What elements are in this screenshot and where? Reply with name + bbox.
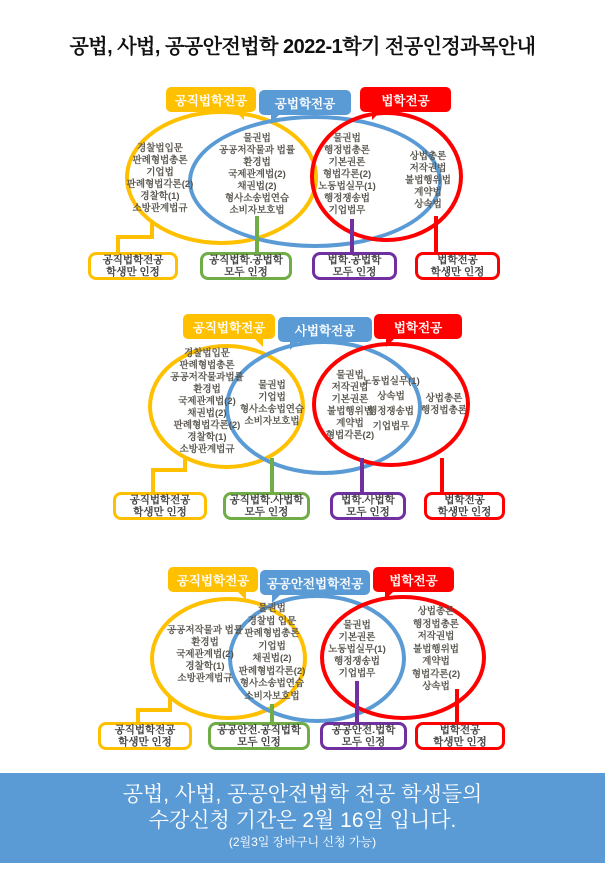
course-item: 환경법 — [191, 637, 219, 648]
course-item: 형법각론(2) — [325, 430, 375, 441]
course-item: 공공저작물과법률 — [170, 372, 244, 383]
course-item: 상속법 — [377, 391, 405, 402]
venn-section-public-law — [0, 85, 605, 285]
course-item: 소방관계법규 — [179, 444, 235, 455]
course-item: 형사소송법연습 — [224, 193, 290, 204]
course-item: 기본권론 — [338, 632, 376, 643]
result-box-left-overlap — [200, 252, 292, 280]
course-item: 소방관계법규 — [177, 673, 233, 684]
result-box-line1: 공직법학전공 — [102, 254, 164, 266]
badge-label: 공공안전법학전공 — [266, 576, 364, 591]
course-item: 행정법총론 — [413, 618, 459, 630]
course-item: 물권법 — [258, 380, 286, 391]
result-box-right-only — [424, 492, 505, 520]
result-box-line2: 모두 인정 — [346, 506, 390, 518]
course-item: 상속법 — [422, 681, 450, 692]
course-group-left-only — [170, 348, 243, 456]
course-item: 물권법 — [343, 620, 371, 631]
course-item: 행정쟁송법 — [368, 406, 414, 417]
course-item: 계약법 — [336, 418, 364, 429]
result-box-right-only — [415, 252, 500, 280]
result-box-left-only — [113, 492, 207, 520]
course-item: 소방관계법규 — [132, 203, 188, 214]
result-box-line1: 공직법학전공 — [129, 494, 191, 506]
course-item: 저작권법 — [409, 163, 447, 174]
course-group-left-only — [167, 625, 243, 685]
badge-tail — [237, 591, 246, 600]
course-item: 경찰학(1) — [187, 432, 227, 443]
course-item: 형사소송법연습 — [239, 678, 305, 689]
course-item: 판례형법총론 — [244, 628, 300, 639]
course-item: 불법행위법 — [327, 406, 373, 417]
course-group-left-overlap — [240, 380, 304, 428]
course-item: 기업법 — [146, 167, 174, 178]
course-item: 경찰학(1) — [140, 191, 180, 202]
course-item: 국제관계법(2) — [228, 169, 286, 180]
course-item: 행정법총론 — [324, 145, 370, 156]
course-group-left-overlap — [219, 133, 295, 217]
badge-major-middle — [278, 317, 372, 342]
badge-tail — [386, 338, 395, 347]
banner-line3: (2월3일 장바구니 신청 가능) — [228, 835, 377, 849]
course-item: 국제관계법(2) — [178, 396, 236, 407]
course-item: 국제관계법(2) — [176, 649, 234, 660]
course-item: 소비자보호법 — [244, 416, 300, 427]
course-item: 기본권론 — [328, 157, 366, 168]
result-box-left-only — [88, 252, 178, 280]
course-item: 행정쟁송법 — [324, 193, 370, 204]
course-group-right-only — [405, 151, 451, 211]
result-box-right-only — [415, 722, 505, 750]
course-item: 저작권법 — [331, 382, 369, 393]
course-item: 환경법 — [193, 384, 221, 395]
connector-yellow — [116, 235, 154, 239]
course-item: 채권법(2) — [187, 408, 227, 419]
page-title: 공법, 사법, 공공안전법학 2022-1학기 전공인정과목안내 — [69, 36, 536, 58]
course-item: 형사소송법연습 — [239, 404, 305, 415]
course-group-right-overlap — [328, 620, 386, 680]
result-box-line1: 공공안전.공직법학 — [216, 724, 302, 736]
course-group-right-overlap — [318, 133, 376, 217]
course-item: 기업법 — [258, 640, 286, 652]
banner-line2: 수강신청 기간은 2월 16일 입니다. — [148, 809, 457, 832]
result-box-line2: 학생만 인정 — [437, 506, 492, 518]
badge-major-left — [166, 87, 256, 112]
course-item: 행정쟁송법 — [334, 656, 380, 667]
course-item: 판례형법총론 — [132, 155, 188, 166]
venn-section-private-law — [0, 310, 605, 525]
course-item: 상법총론 — [425, 393, 463, 404]
course-item: 물권법 — [336, 370, 364, 381]
result-box-line2: 모두 인정 — [244, 506, 289, 518]
course-item: 경찰법 입문 — [247, 615, 297, 627]
course-group-left-only — [127, 143, 194, 215]
course-item: 상법총론 — [417, 606, 455, 617]
result-box-line1: 법학전공 — [444, 494, 485, 506]
connector-red — [434, 216, 438, 253]
result-box-line1: 법학.공법학 — [327, 254, 382, 266]
course-group-right-only — [412, 606, 460, 694]
result-box-line2: 모두 인정 — [341, 736, 386, 748]
course-item: 물권법 — [258, 603, 286, 614]
result-box-left-overlap — [208, 722, 310, 750]
course-item: 경찰법입문 — [137, 143, 183, 154]
badge-major-left — [168, 567, 258, 592]
course-item: 판례형법각론(2) — [126, 179, 194, 190]
badge-label: 법학전공 — [381, 93, 430, 108]
course-item: 판례형법총론 — [179, 360, 235, 371]
course-item: 노동법실무(1) — [362, 376, 420, 387]
badge-label: 공법학전공 — [274, 96, 336, 111]
course-item: 노동법실무(1) — [328, 644, 386, 655]
connector-purple — [350, 219, 354, 253]
badge-tail — [272, 594, 281, 603]
course-item: 상속법 — [414, 199, 442, 210]
banner-line1: 공법, 사법, 공공안전법학 전공 학생들의 — [122, 783, 483, 806]
course-item: 기업법 — [258, 392, 286, 403]
connector-yellow — [136, 708, 172, 712]
result-box-right-overlap — [312, 252, 397, 280]
course-item: 행정법총론 — [421, 405, 467, 416]
result-box-line2: 학생만 인정 — [133, 506, 187, 518]
course-item: 형법각론(2) — [411, 668, 461, 680]
course-item: 채권법(2) — [252, 653, 292, 664]
badge-tail — [385, 591, 394, 600]
course-item: 상법총론 — [409, 151, 447, 162]
connector-green — [255, 216, 259, 253]
course-item: 형법각론(2) — [322, 169, 372, 180]
result-box-line1: 공직법학.사법학 — [229, 494, 304, 506]
result-box-line1: 법학.사법학 — [341, 494, 395, 506]
result-box-right-overlap — [320, 722, 407, 750]
course-item: 저작권법 — [417, 631, 455, 642]
course-item: 소비자보호법 — [229, 205, 285, 216]
footer-banner — [0, 773, 605, 863]
connector-red — [455, 689, 459, 722]
connector-yellow — [151, 468, 187, 472]
course-item: 불법행위법 — [405, 175, 451, 186]
result-box-line2: 학생만 인정 — [430, 266, 485, 278]
result-box-line1: 공직법학.공법학 — [209, 254, 283, 266]
result-box-line2: 학생만 인정 — [106, 266, 160, 278]
course-item: 환경법 — [243, 157, 271, 168]
venn-section-public-safety-law — [0, 563, 605, 790]
course-item: 계약법 — [422, 656, 450, 667]
course-item: 공공저작물과 법률 — [218, 145, 296, 156]
course-item: 기업법무 — [338, 668, 376, 679]
badge-major-right — [374, 314, 462, 339]
course-item: 물권법 — [243, 133, 271, 144]
connector-yellow — [116, 235, 120, 253]
connector-yellow — [136, 708, 140, 722]
badge-major-middle — [260, 570, 370, 595]
course-item: 물권법 — [333, 133, 361, 144]
badge-label: 공직법학전공 — [174, 93, 248, 108]
badge-major-left — [183, 314, 275, 339]
course-item: 기업법무 — [328, 205, 366, 216]
course-item: 채권법(2) — [237, 181, 277, 192]
badge-tail — [254, 338, 263, 347]
badge-major-right — [360, 87, 451, 112]
course-item: 소비자보호법 — [244, 690, 300, 702]
badge-major-right — [373, 567, 454, 592]
course-item: 계약법 — [414, 187, 442, 198]
course-item: 기업법무 — [372, 421, 410, 432]
course-item: 공공저작물과 법률 — [166, 625, 244, 636]
result-box-line2: 모두 인정 — [332, 266, 377, 278]
result-box-left-overlap — [223, 492, 310, 520]
course-item: 불법행위법 — [413, 643, 459, 655]
connector-green — [270, 458, 274, 492]
course-item: 판례형법각론(2) — [238, 665, 306, 677]
course-item: 판례형법각론(2) — [173, 420, 241, 431]
result-box-line2: 학생만 인정 — [433, 736, 487, 748]
result-box-line1: 공공안전.법학 — [331, 724, 396, 736]
badge-label: 공직법학전공 — [176, 573, 250, 588]
connector-yellow — [151, 468, 155, 492]
badge-tail — [290, 341, 299, 350]
course-item: 경찰학(1) — [185, 661, 225, 672]
course-item: 노동법실무(1) — [318, 181, 376, 192]
badge-major-middle — [259, 90, 351, 115]
badge-tail — [271, 114, 280, 123]
course-item: 기본권론 — [331, 394, 369, 405]
result-box-line2: 모두 인정 — [224, 266, 268, 278]
result-box-line1: 법학전공 — [437, 254, 478, 266]
result-box-line2: 학생만 인정 — [118, 736, 172, 748]
badge-tail — [372, 111, 381, 120]
badge-label: 공직법학전공 — [192, 320, 266, 335]
result-box-left-only — [98, 722, 192, 750]
badge-label: 법학전공 — [393, 320, 443, 335]
badge-tail — [235, 111, 244, 120]
result-box-right-overlap — [330, 492, 406, 520]
connector-purple — [360, 458, 364, 492]
course-group-right-overlap-col2 — [362, 374, 420, 434]
course-group-left-overlap — [239, 603, 306, 703]
course-item: 경찰법입문 — [184, 348, 230, 359]
connector-green — [270, 704, 274, 722]
result-box-line1: 법학전공 — [439, 724, 481, 736]
result-box-line2: 모두 인정 — [237, 736, 281, 748]
result-box-line1: 공직법학전공 — [114, 724, 176, 736]
connector-purple — [355, 681, 359, 722]
connector-red — [440, 458, 444, 492]
course-group-right-only — [421, 393, 467, 417]
badge-label: 법학전공 — [389, 573, 438, 588]
badge-label: 사법학전공 — [294, 323, 356, 338]
